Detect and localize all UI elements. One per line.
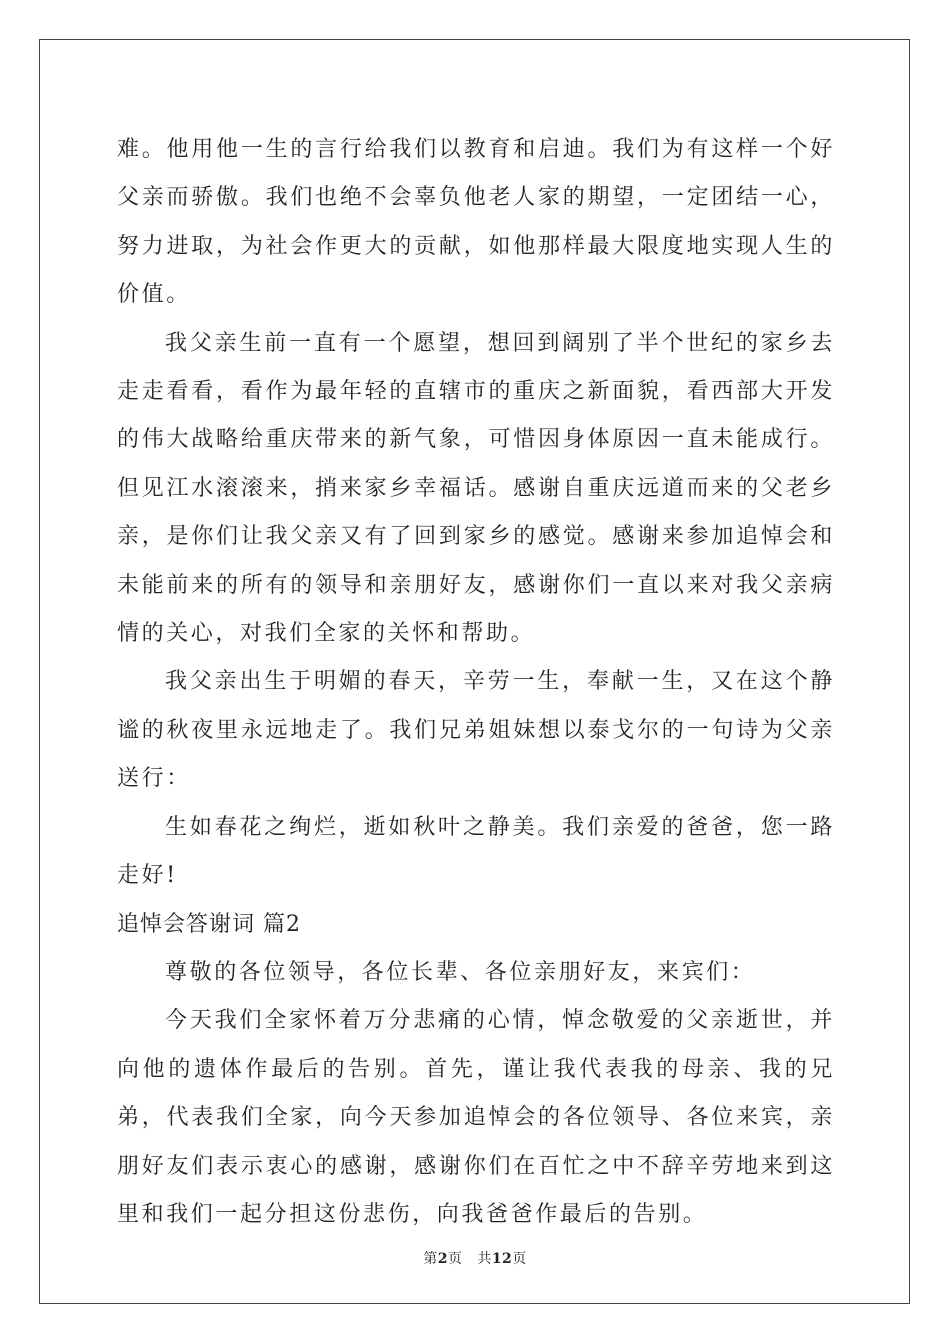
page-number: 2 (437, 1251, 448, 1267)
page-prefix: 第 (423, 1251, 438, 1267)
paragraph-opening: 今天我们全家怀着万分悲痛的心情，悼念敬爱的父亲逝世，并向他的遗体作最后的告别。首先，谨让我代表我的母亲、我的兄弟，代表我们全家，向今天参加追悼会的各位领导、各位来宾，亲朋好友们表示衷心的感谢，感谢你们在百忙之中不辞辛劳地来到这里和我们一起分担这份悲伤，向我爸爸作最后的告别。 (117, 1008, 835, 1227)
paragraph-wish: 我父亲生前一直有一个愿望，想回到阔别了半个世纪的家乡去走走看看，看作为最年轻的直辖市的重庆之新面貌，看西部大开发的伟大战略给重庆带来的新气象，可惜因身体原因一直未能成行。但见江水滚滚来，捎来家乡幸福话。感谢自重庆远道而来的父老乡亲，是你们让我父亲又有了回到家乡的感觉。感谢来参加追悼会和未能前来的所有的领导和亲朋好友，感谢你们一直以来对我父亲病情的关心，对我们全家的关怀和帮助。 (117, 330, 835, 647)
paragraph-salutation: 尊敬的各位领导，各位长辈、各位亲朋好友，来宾们： (165, 959, 756, 985)
page-suffix: 页 (447, 1251, 463, 1267)
paragraph-farewell: 我父亲出生于明媚的春天，辛劳一生，奉献一生，又在这个静谧的秋夜里永远地走了。我们兄弟姐妹想以泰戈尔的一句诗为父亲送行： (117, 669, 835, 792)
total-prefix: 共 (477, 1251, 492, 1267)
section-heading: 追悼会答谢词 篇2 (117, 911, 301, 937)
paragraph-poem: 生如春花之绚烂，逝如秋叶之静美。我们亲爱的爸爸，您一路走好! (117, 814, 835, 889)
paragraph-continuation: 难。他用他一生的言行给我们以教育和启迪。我们为有这样一个好父亲而骄傲。我们也绝不会辜负他老人家的期望，一定团结一心，努力进取，为社会作更大的贡献，如他那样最大限度地实现人生的价值。 (117, 137, 835, 308)
page-footer (0, 1248, 950, 1268)
document-body (117, 126, 835, 1239)
total-suffix: 页 (512, 1251, 527, 1267)
total-pages: 12 (491, 1251, 513, 1267)
